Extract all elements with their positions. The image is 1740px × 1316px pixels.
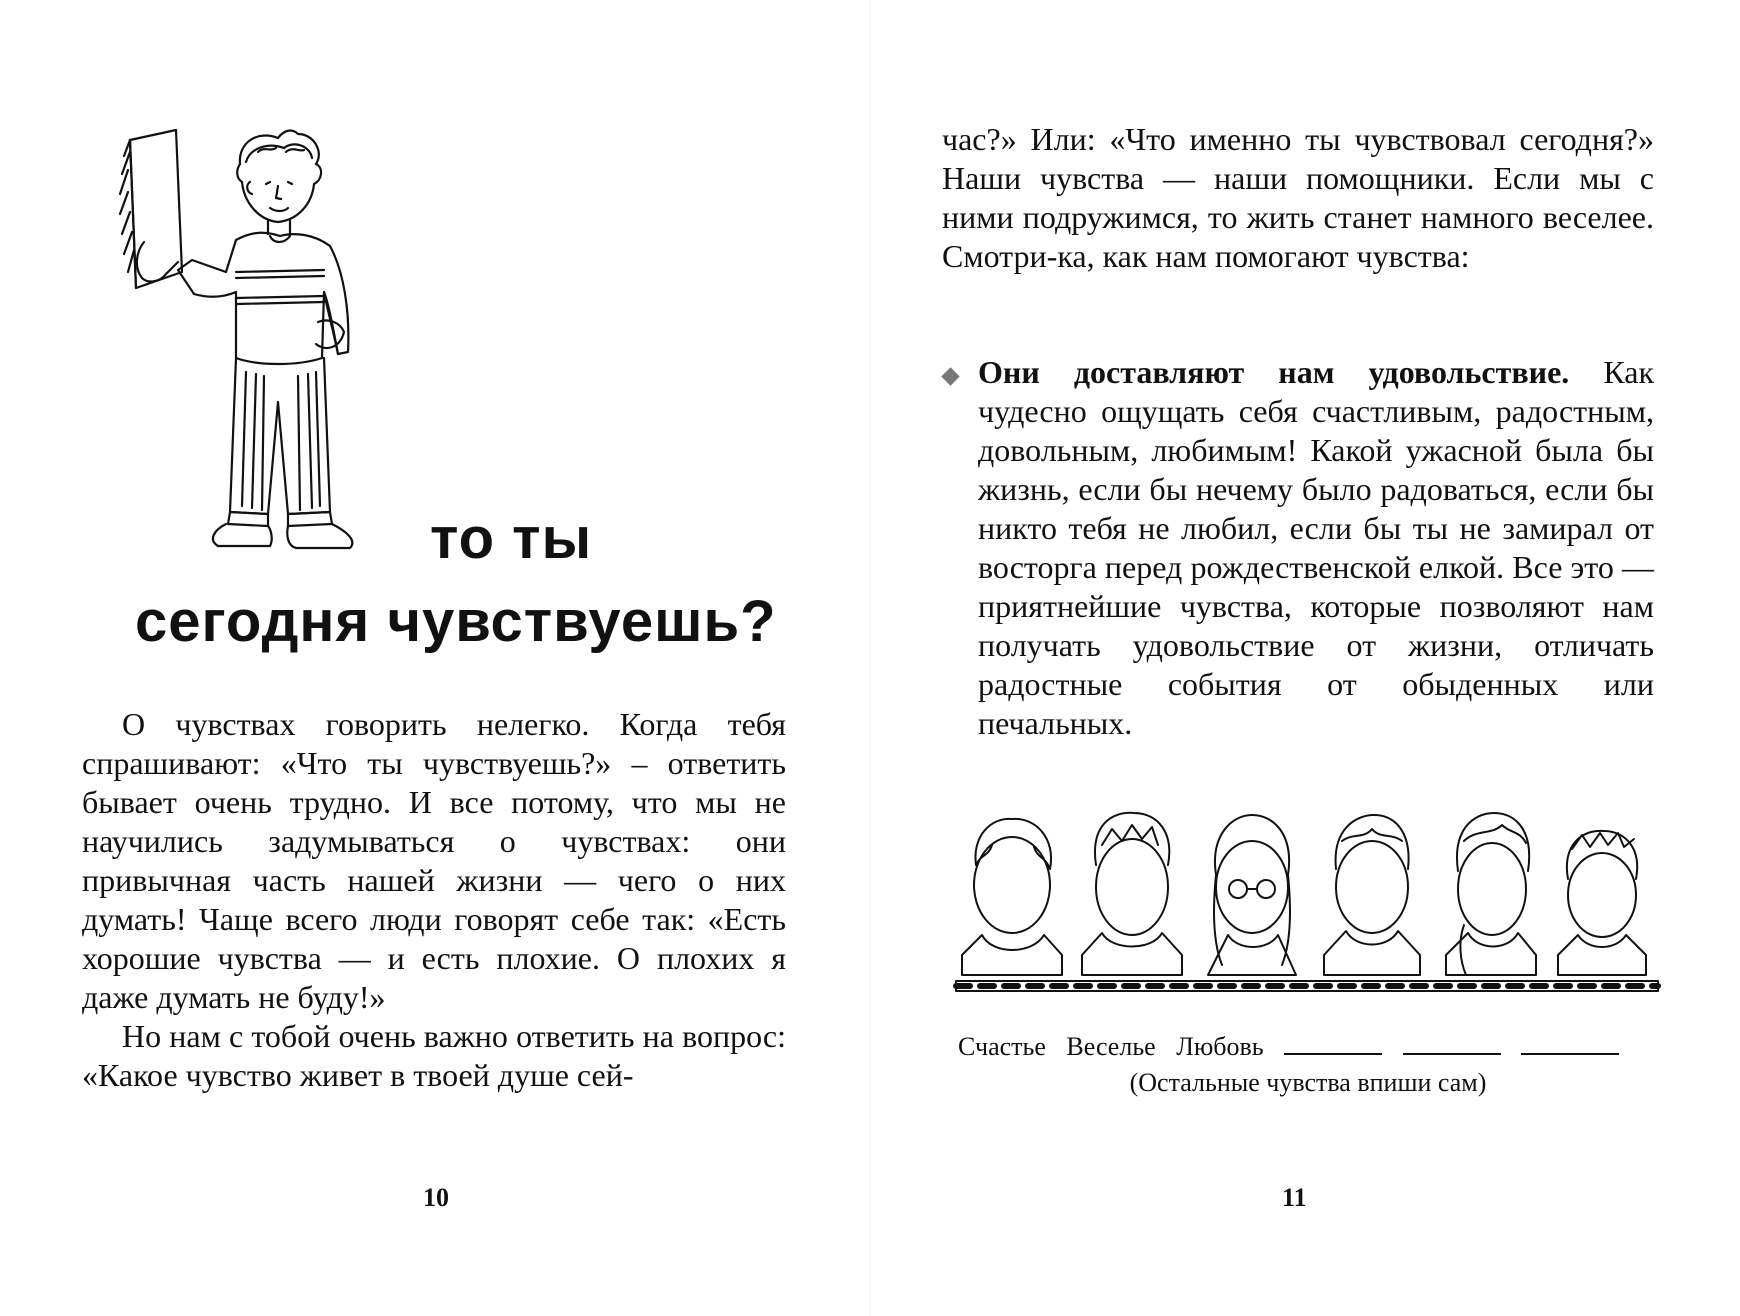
heading-part-2: сегодня чувствуешь? (135, 589, 777, 654)
page-number: 11 (1282, 1183, 1307, 1212)
blank-line (1521, 1033, 1619, 1055)
blank-line (1284, 1033, 1382, 1055)
caption-row (958, 1030, 1658, 1064)
page-number: 10 (423, 1183, 449, 1212)
paragraph: О чувствах говорить нелегко. Когда тебя спрашивают: «Что ты чувствуешь?» – ответить бывает очень трудно. И все потому, что мы не научились задумываться о чувствах: они привычная часть нашей жизни — чего о них думать! Чаще всего люди говорят себе так: «Есть хорошие чувства — и есть плохие. О плохих я даже думать не буду!» (82, 706, 786, 1015)
caption-word: Веселье (1066, 1032, 1156, 1061)
caption-note: (Остальные чувства впиши сам) (1129, 1068, 1487, 1097)
bullet-body: Как чудесно ощущать себя счастливым, радостным, довольным, любимым! Какой ужасной была бы жизнь, если бы нечему было радоваться, если бы никто тебя не любил, если бы ты не замирал от восторга перед рождественской елкой. Все это — приятнейшие чувства, которые позволяют нам получать удовольствие от жизни, отличать радостные события от обыденных или печальных. (978, 354, 1655, 741)
diamond-bullet-icon (941, 367, 959, 385)
right-top-paragraph: час?» Или: «Что именно ты чувствовал сегодня?» Наши чувства — наши помощники. Если мы с ними подружимся, то жить станет намного веселее. Смотри-ка, как нам помогают чувства: (942, 121, 1654, 274)
blank-line (1403, 1033, 1501, 1055)
heading-part-1: то ты (430, 506, 593, 571)
children-faces-illustration (952, 805, 1662, 1005)
bullet-item (978, 353, 1654, 743)
right-page (870, 0, 1740, 1316)
bullet-paragraph (978, 353, 1654, 743)
bullet-bold-lead: Они доставляют нам удовольствие. (978, 354, 1570, 390)
left-body-text (82, 705, 786, 1095)
boy-with-book-illustration (118, 122, 428, 572)
caption-word: Счастье (958, 1032, 1046, 1061)
caption-word: Любовь (1176, 1032, 1264, 1061)
paragraph: Но нам с тобой очень важно ответить на вопрос: «Какое чувство живет в твоей душе сей- (82, 1018, 786, 1093)
